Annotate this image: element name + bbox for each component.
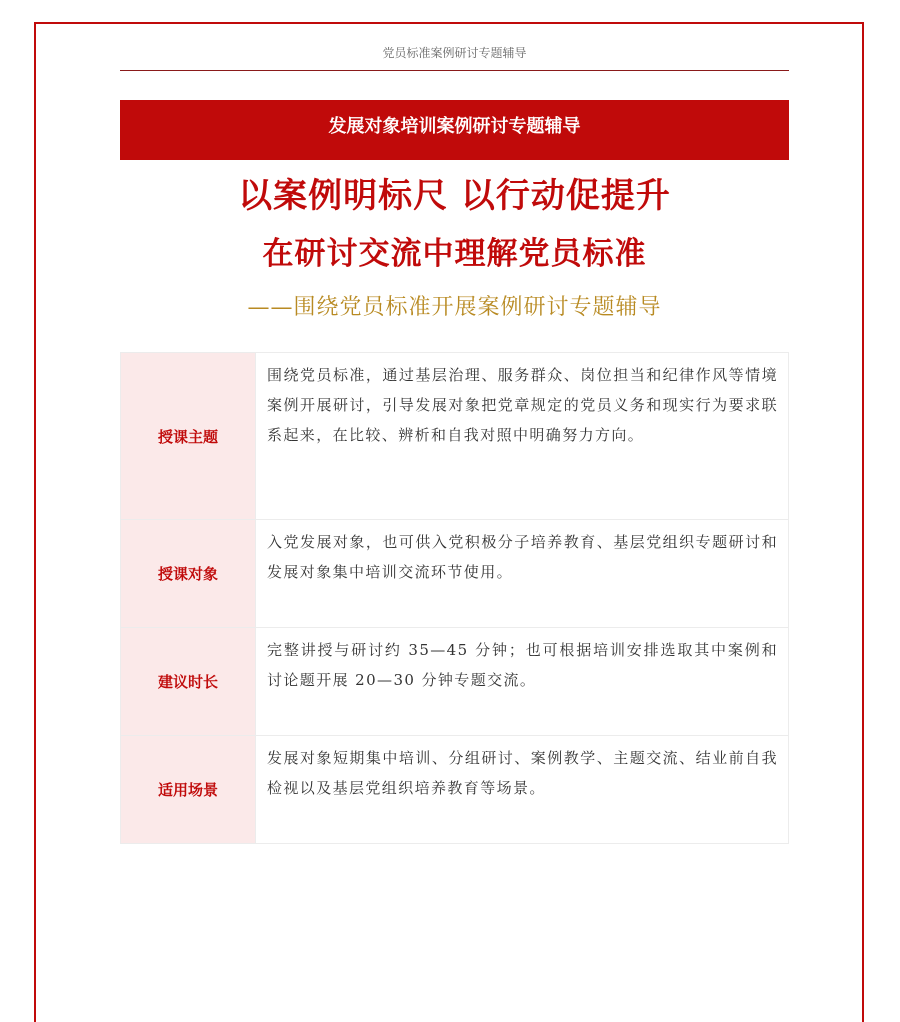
table-row	[121, 628, 789, 736]
row-value: 发展对象短期集中培训、分组研讨、案例教学、主题交流、结业前自我检视以及基层党组织培养教育等场景。	[256, 736, 789, 844]
running-header: 党员标准案例研讨专题辅导	[382, 46, 527, 60]
header-rule	[120, 70, 789, 71]
table-row	[121, 353, 789, 520]
row-value: 围绕党员标准，通过基层治理、服务群众、岗位担当和纪律作风等情境案例开展研讨，引导发展对象把党章规定的党员义务和现实行为要求联系起来，在比较、辨析和自我对照中明确努力方向。	[256, 353, 789, 520]
row-value: 入党发展对象，也可供入党积极分子培养教育、基层党组织专题研讨和发展对象集中培训交流环节使用。	[256, 520, 789, 628]
main-title-line-1: 以案例明标尺 以行动促提升	[238, 176, 671, 216]
row-value: 完整讲授与研讨约 35—45 分钟；也可根据培训安排选取其中案例和讨论题开展 20—30 分钟专题交流。	[256, 628, 789, 736]
table-row	[121, 520, 789, 628]
row-label: 建议时长	[121, 628, 256, 736]
row-label: 授课主题	[121, 353, 256, 520]
main-title-line-2: 在研讨交流中理解党员标准	[262, 236, 647, 272]
section-banner: 发展对象培训案例研讨专题辅导	[120, 100, 789, 160]
row-label: 适用场景	[121, 736, 256, 844]
course-info-table	[120, 352, 789, 844]
row-label: 授课对象	[121, 520, 256, 628]
table-row	[121, 736, 789, 844]
subtitle: ——围绕党员标准开展案例研讨专题辅导	[247, 295, 662, 320]
